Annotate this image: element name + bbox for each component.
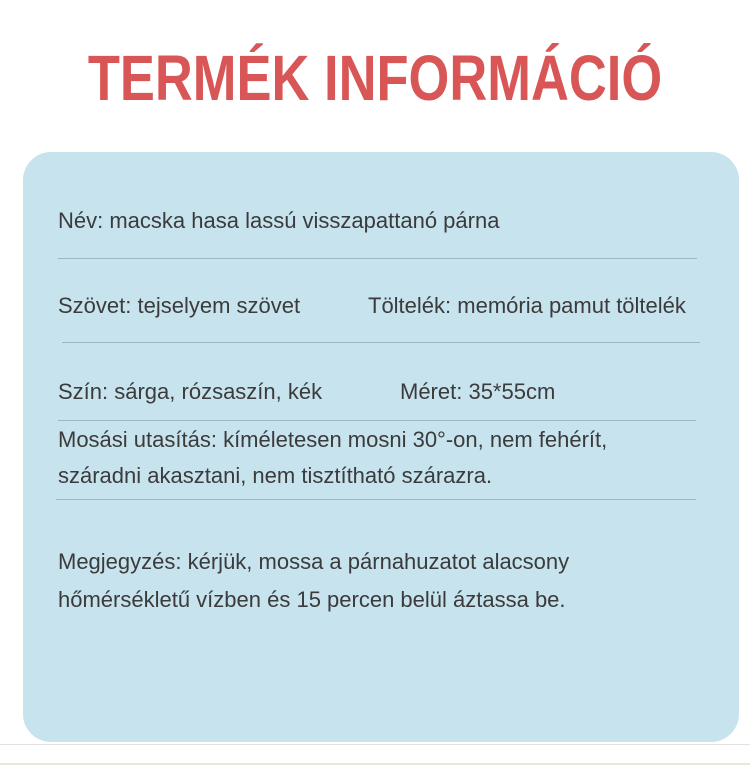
name-text: Név: macska hasa lassú visszapattanó párna [58, 208, 500, 233]
divider [56, 499, 696, 500]
page-title: TERMÉK INFORMÁCIÓ [87, 42, 663, 114]
washing-text-line-2: száradni akasztani, nem tisztítható szárazra. [58, 463, 493, 488]
color-text: Szín: sárga, rózsaszín, kék [58, 379, 323, 404]
note-text-line-1: Megjegyzés: kérjük, mossa a párnahuzatot alacsony [58, 549, 570, 574]
note-text-line-2: hőmérsékletű vízben és 15 percen belül áztassa be. [58, 587, 566, 612]
divider [62, 342, 700, 343]
divider [58, 420, 696, 421]
bottom-divider [0, 744, 750, 767]
washing-text-line-1: Mosási utasítás: kíméletesen mosni 30°-on, nem fehérít, [58, 427, 608, 452]
size-text: Méret: 35*55cm [400, 379, 556, 404]
fabric-text: Szövet: tejselyem szövet [58, 293, 301, 318]
filling-text: Töltelék: memória pamut töltelék [368, 293, 686, 318]
divider [58, 258, 697, 259]
